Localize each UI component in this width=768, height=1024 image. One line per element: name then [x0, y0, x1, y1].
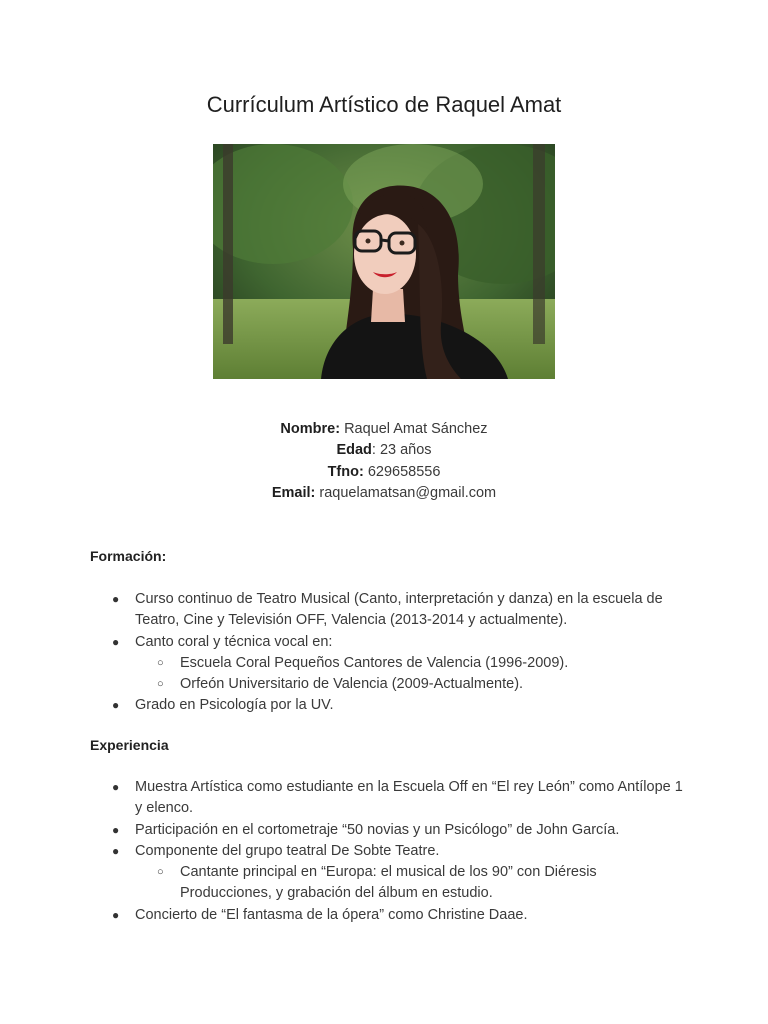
bullet-icon: ●	[112, 592, 120, 606]
bullet-icon: ●	[112, 698, 120, 713]
experiencia-list	[90, 777, 690, 926]
formacion-list	[90, 589, 690, 717]
list-item-text: Participación en el cortometraje “50 novias y un Psicólogo” de John García.	[135, 821, 620, 838]
age-label: Edad	[336, 442, 372, 459]
sub-list-item-text: Escuela Coral Pequeños Cantores de Valencia (1996-2009).	[180, 654, 569, 671]
bullet-icon: ●	[112, 822, 120, 837]
bullet-icon: ●	[112, 843, 120, 858]
list-item	[90, 905, 690, 926]
email-value: raquelamatsan@gmail.com	[315, 484, 497, 501]
email-label: Email:	[271, 484, 316, 501]
sub-list-item-text: Cantante principal en “Europa: el musical de los 90” con Diéresis Producciones, y grabación del álbum en estudio.	[180, 864, 597, 902]
bullet-icon: ●	[112, 907, 120, 922]
list-item	[90, 589, 690, 632]
circle-bullet-icon: ○	[157, 656, 164, 669]
phone-value: 629658556	[363, 463, 441, 480]
list-item	[90, 777, 690, 820]
sub-list	[135, 862, 690, 905]
contact-name-line	[0, 419, 768, 440]
contact-email-line	[0, 483, 768, 504]
experiencia-heading: Experiencia	[90, 737, 169, 753]
page-title: Currículum Artístico de Raquel Amat	[206, 92, 562, 117]
list-item-text: Componente del grupo teatral De Sobte Teatre.	[135, 842, 440, 859]
list-item-text: Concierto de “El fantasma de la ópera” como Christine Daae.	[135, 906, 528, 923]
sub-list-item-text: Orfeón Universitario de Valencia (2009-Actualmente).	[180, 676, 524, 693]
name-value: Raquel Amat Sánchez	[340, 421, 488, 437]
circle-bullet-icon: ○	[157, 866, 164, 879]
sub-list-item	[135, 653, 690, 674]
circle-bullet-icon: ○	[157, 678, 164, 691]
contact-age-line	[0, 440, 768, 461]
bullet-icon: ●	[112, 634, 120, 649]
portrait-photo	[213, 144, 555, 379]
sub-list-item	[135, 862, 690, 905]
list-item-text: Canto coral y técnica vocal en:	[135, 633, 333, 650]
list-item	[90, 820, 690, 841]
name-label: Nombre:	[280, 421, 341, 437]
list-item-text: Grado en Psicología por la UV.	[135, 697, 334, 714]
list-item	[90, 695, 690, 716]
sub-list-item	[135, 674, 690, 695]
sub-list	[135, 653, 690, 696]
formacion-heading: Formación:	[90, 548, 167, 564]
list-item	[90, 841, 690, 905]
portrait-photo-image	[213, 144, 555, 379]
list-item-text: Muestra Artística como estudiante en la Escuela Off en “El rey León” como Antílope 1 y elenco.	[135, 779, 683, 817]
contact-info	[0, 419, 768, 504]
list-item-text: Curso continuo de Teatro Musical (Canto, interpretación y danza) en la escuela de Teatro, Cine y Televisión OFF, Valencia (2013-2014 y actualmente).	[135, 591, 663, 629]
age-value: : 23 años	[371, 442, 432, 459]
list-item	[90, 632, 690, 696]
bullet-icon: ●	[112, 780, 120, 794]
phone-label: Tfno:	[327, 463, 364, 480]
contact-phone-line	[0, 462, 768, 483]
